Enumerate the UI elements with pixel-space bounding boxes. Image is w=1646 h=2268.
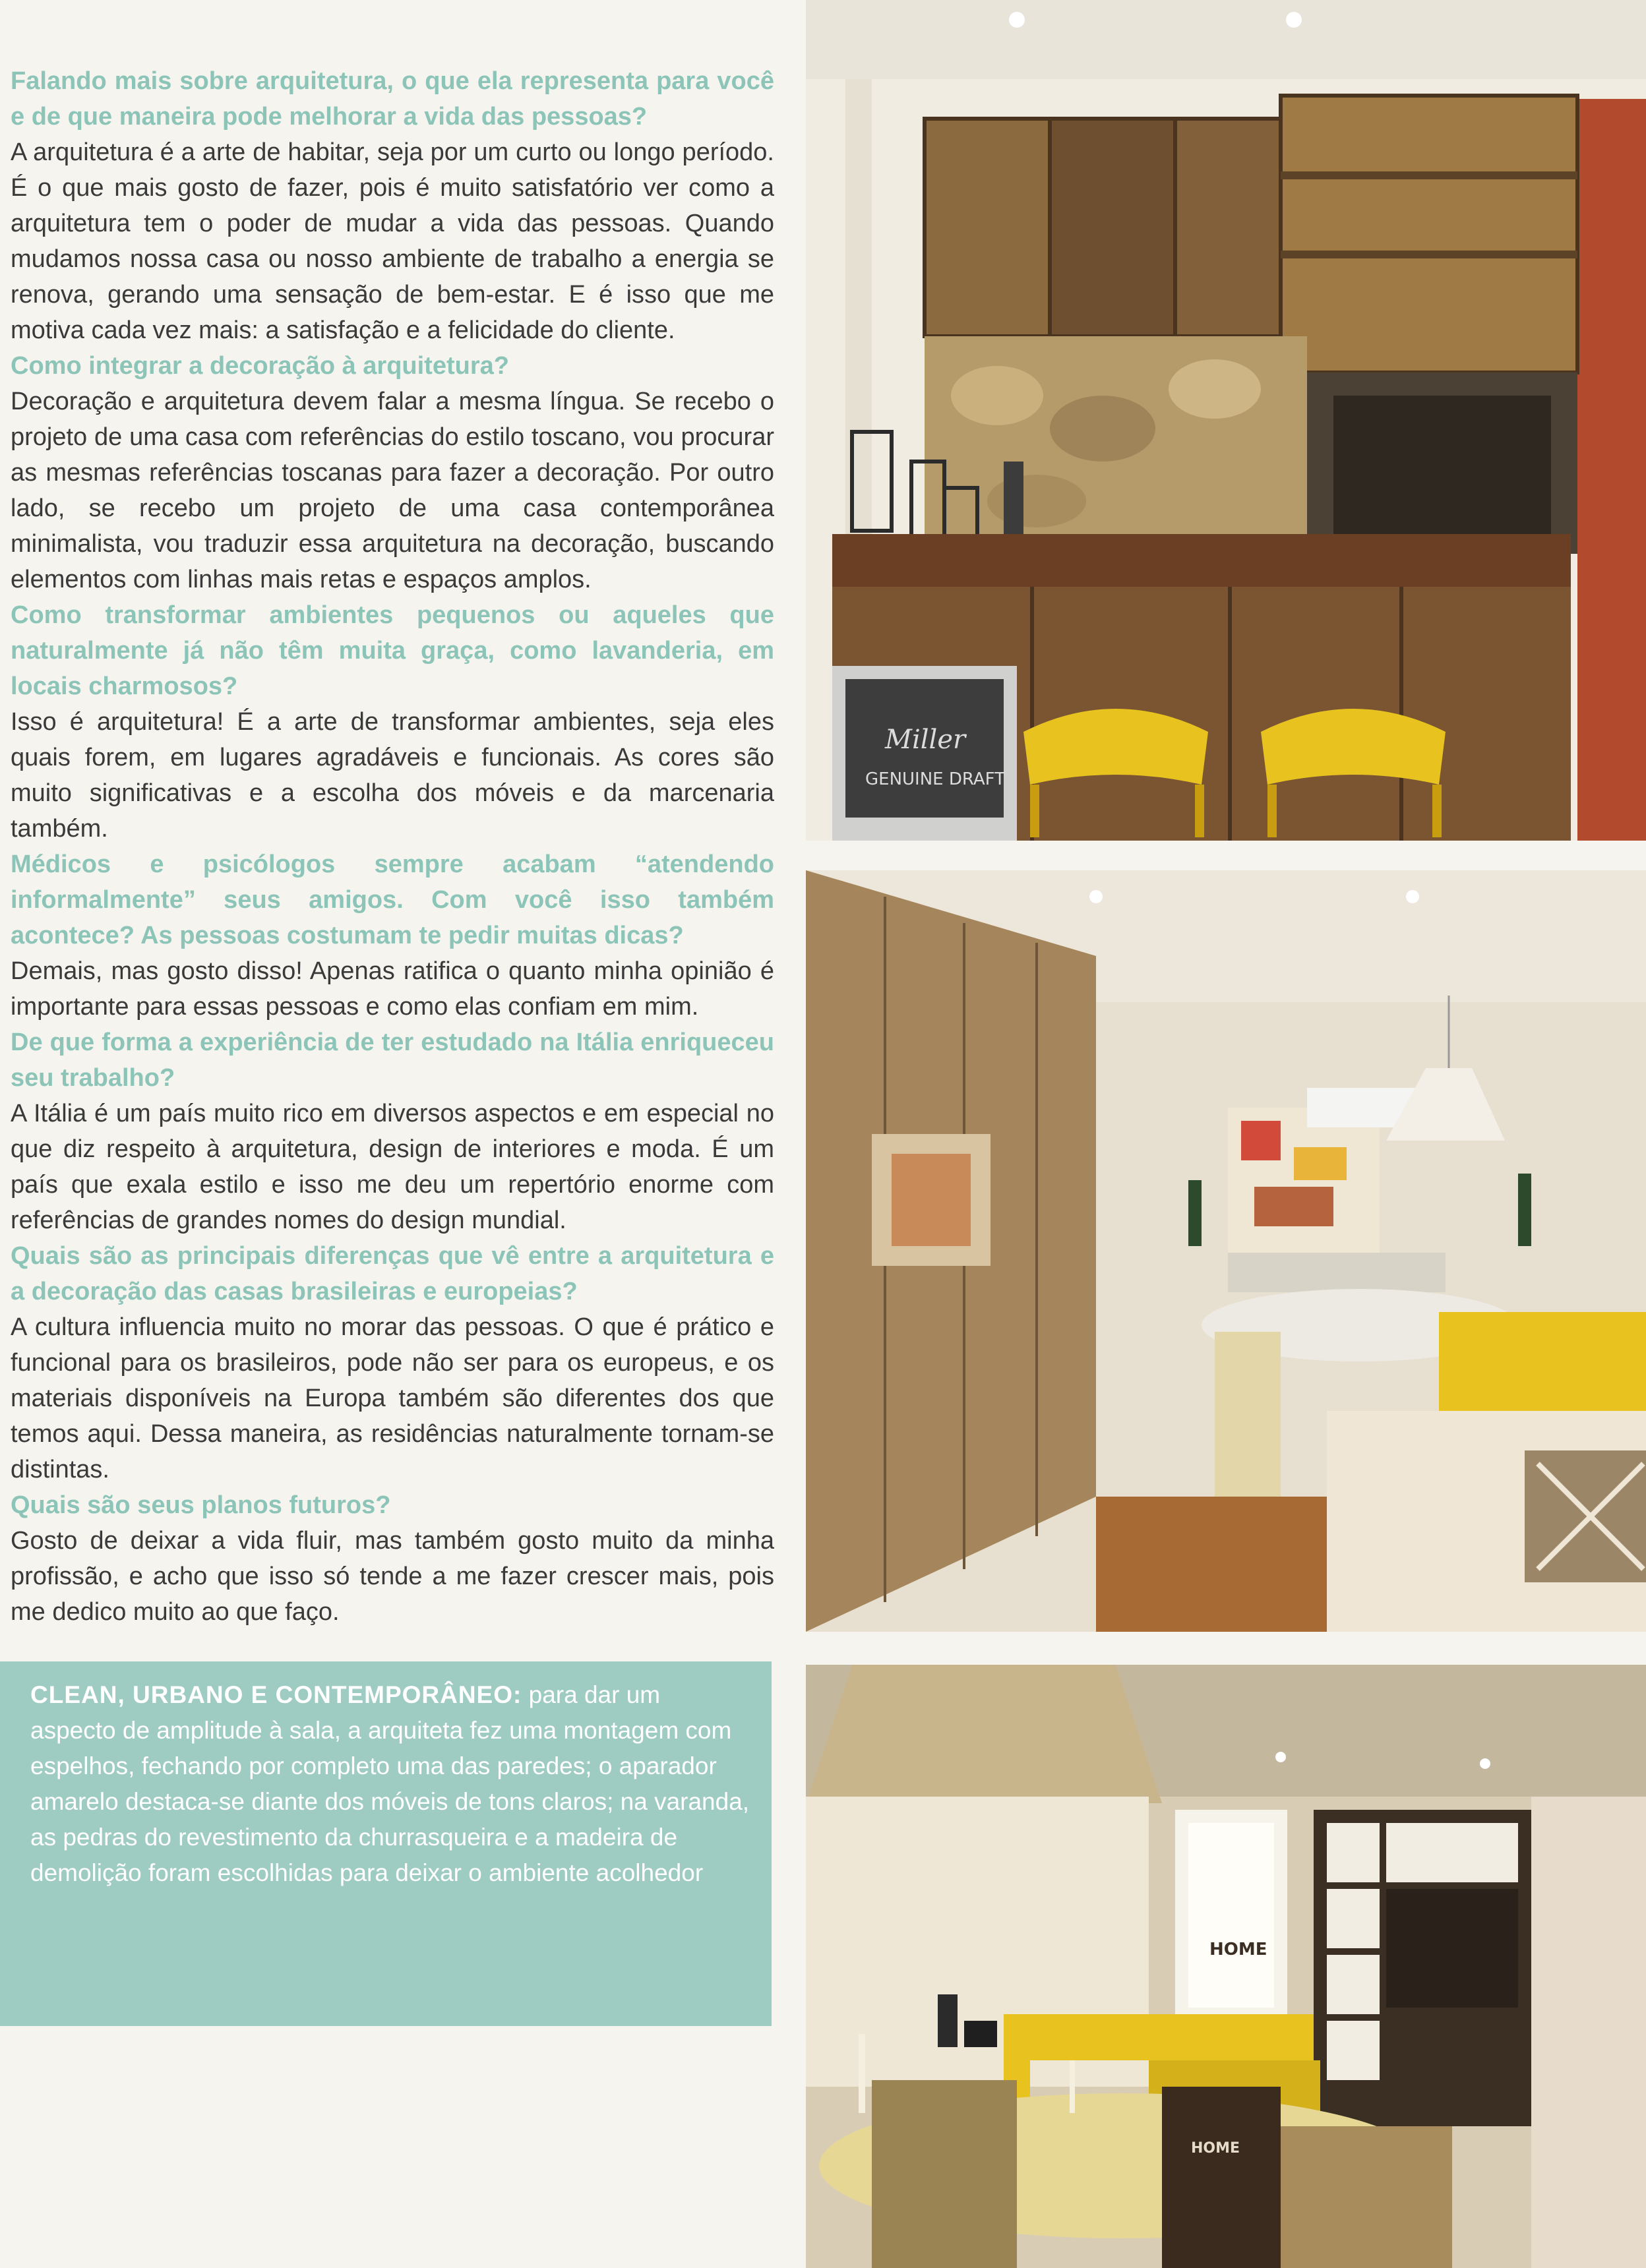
answer: A arquitetura é a arte de habitar, seja por um curto ou longo período. É o que mais gosto de fazer, pois é muito satisfatório ver como a arquitetura tem o poder de mudar a vida das pessoas. Quando mudamos nossa casa ou nosso ambiente de trabalho a energia se renova, gerando uma sensação de bem-estar. E é isso que me motiva cada vez mais: a satisfação e a felicidade do cliente. [11,138,774,344]
question: Quais são seus planos futuros? [11,1491,391,1519]
caption-paragraph [30,1677,752,1891]
chair-sign: HOME [1191,2140,1240,2157]
answer: Isso é arquitetura! É a arte de transformar ambientes, seja eles quais forem, em lugares agradáveis e funcionais. As cores são muito significativas e a escolha dos móveis e da marcenaria também. [11,708,774,843]
answer: A Itália é um país muito rico em diversos aspectos e em especial no que diz respeito à arquitetura, design de interiores e moda. É um país que exala estilo e isso me deu um repertório enorme com referências de grandes nomes do design mundial. [11,1100,774,1234]
interview-text [11,63,774,1630]
qa-block-5 [11,1025,774,1238]
question: Quais são as principais diferenças que vê entre a arquitetura e a decoração das casas brasileiras e europeias? [11,1242,774,1305]
question: Falando mais sobre arquitetura, o que ela representa para você e de que maneira pode melhorar a vida das pessoas? [11,67,774,131]
qa-block-2 [11,348,774,597]
qa-block-7 [11,1487,774,1630]
shelf-sign: HOME [1209,1940,1267,1959]
question: Como transformar ambientes pequenos ou aqueles que naturalmente já não têm muita graça, como lavanderia, em locais charmosos? [11,601,774,700]
answer: Decoração e arquitetura devem falar a mesma língua. Se recebo o projeto de uma casa com referências do estilo toscano, vou procurar as mesmas referências toscanas para fazer a decoração. Por outro lado, se recebo um projeto de uma casa contemporânea minimalista, vou traduzir essa arquitetura na decoração, buscando elementos com linhas mais retas e espaços amplos. [11,388,774,593]
living-room-illustration [806,870,1646,1632]
answer: A cultura influencia muito no morar das pessoas. O que é prático e funcional para os brasileiros, pode não ser para os europeus, e os materiais disponíveis na Europa também são diferentes dos que temos aqui. Dessa maneira, as residências naturalmente tornam-se distintas. [11,1313,774,1483]
fridge-brand: Miller [885,725,966,755]
question: Médicos e psicólogos sempre acabam “atendendo informalmente” seus amigos. Com você isso também acontece? As pessoas costumam te pedir muitas dicas? [11,850,774,949]
qa-block-3 [11,597,774,847]
qa-block-4 [11,847,774,1025]
dining-room-illustration [806,1665,1646,2268]
qa-block-1 [11,63,774,348]
living-room-photo [806,870,1646,1632]
answer: Gosto de deixar a vida fluir, mas também gosto muito da minha profissão, e acho que isso só tende a me fazer crescer mais, pois me dedico muito ao que faço. [11,1527,774,1626]
answer: Demais, mas gosto disso! Apenas ratifica o quanto minha opinião é importante para essas pessoas e como elas confiam em mim. [11,957,774,1021]
fridge-tagline: GENUINE DRAFT [865,769,1006,789]
qa-block-6 [11,1238,774,1487]
dining-room-photo [806,1665,1646,2268]
question: De que forma a experiência de ter estudado na Itália enriqueceu seu trabalho? [11,1029,774,1092]
question: Como integrar a decoração à arquitetura? [11,352,509,380]
balcony-illustration [806,0,1646,841]
photo-caption-box [0,1661,772,2026]
caption-text: para dar um aspecto de amplitude à sala, a arquiteta fez uma montagem com espelhos, fechando por completo uma das paredes; o aparador amarelo destaca-se diante dos móveis de tons claros; na varanda, as pedras do revestimento da churrasqueira e a madeira de demolição foram escolhidas para deixar o ambiente acolhedor [30,1681,750,1886]
balcony-photo [806,0,1646,841]
caption-title: CLEAN, URBANO E CONTEMPORÂNEO: [30,1681,522,1708]
